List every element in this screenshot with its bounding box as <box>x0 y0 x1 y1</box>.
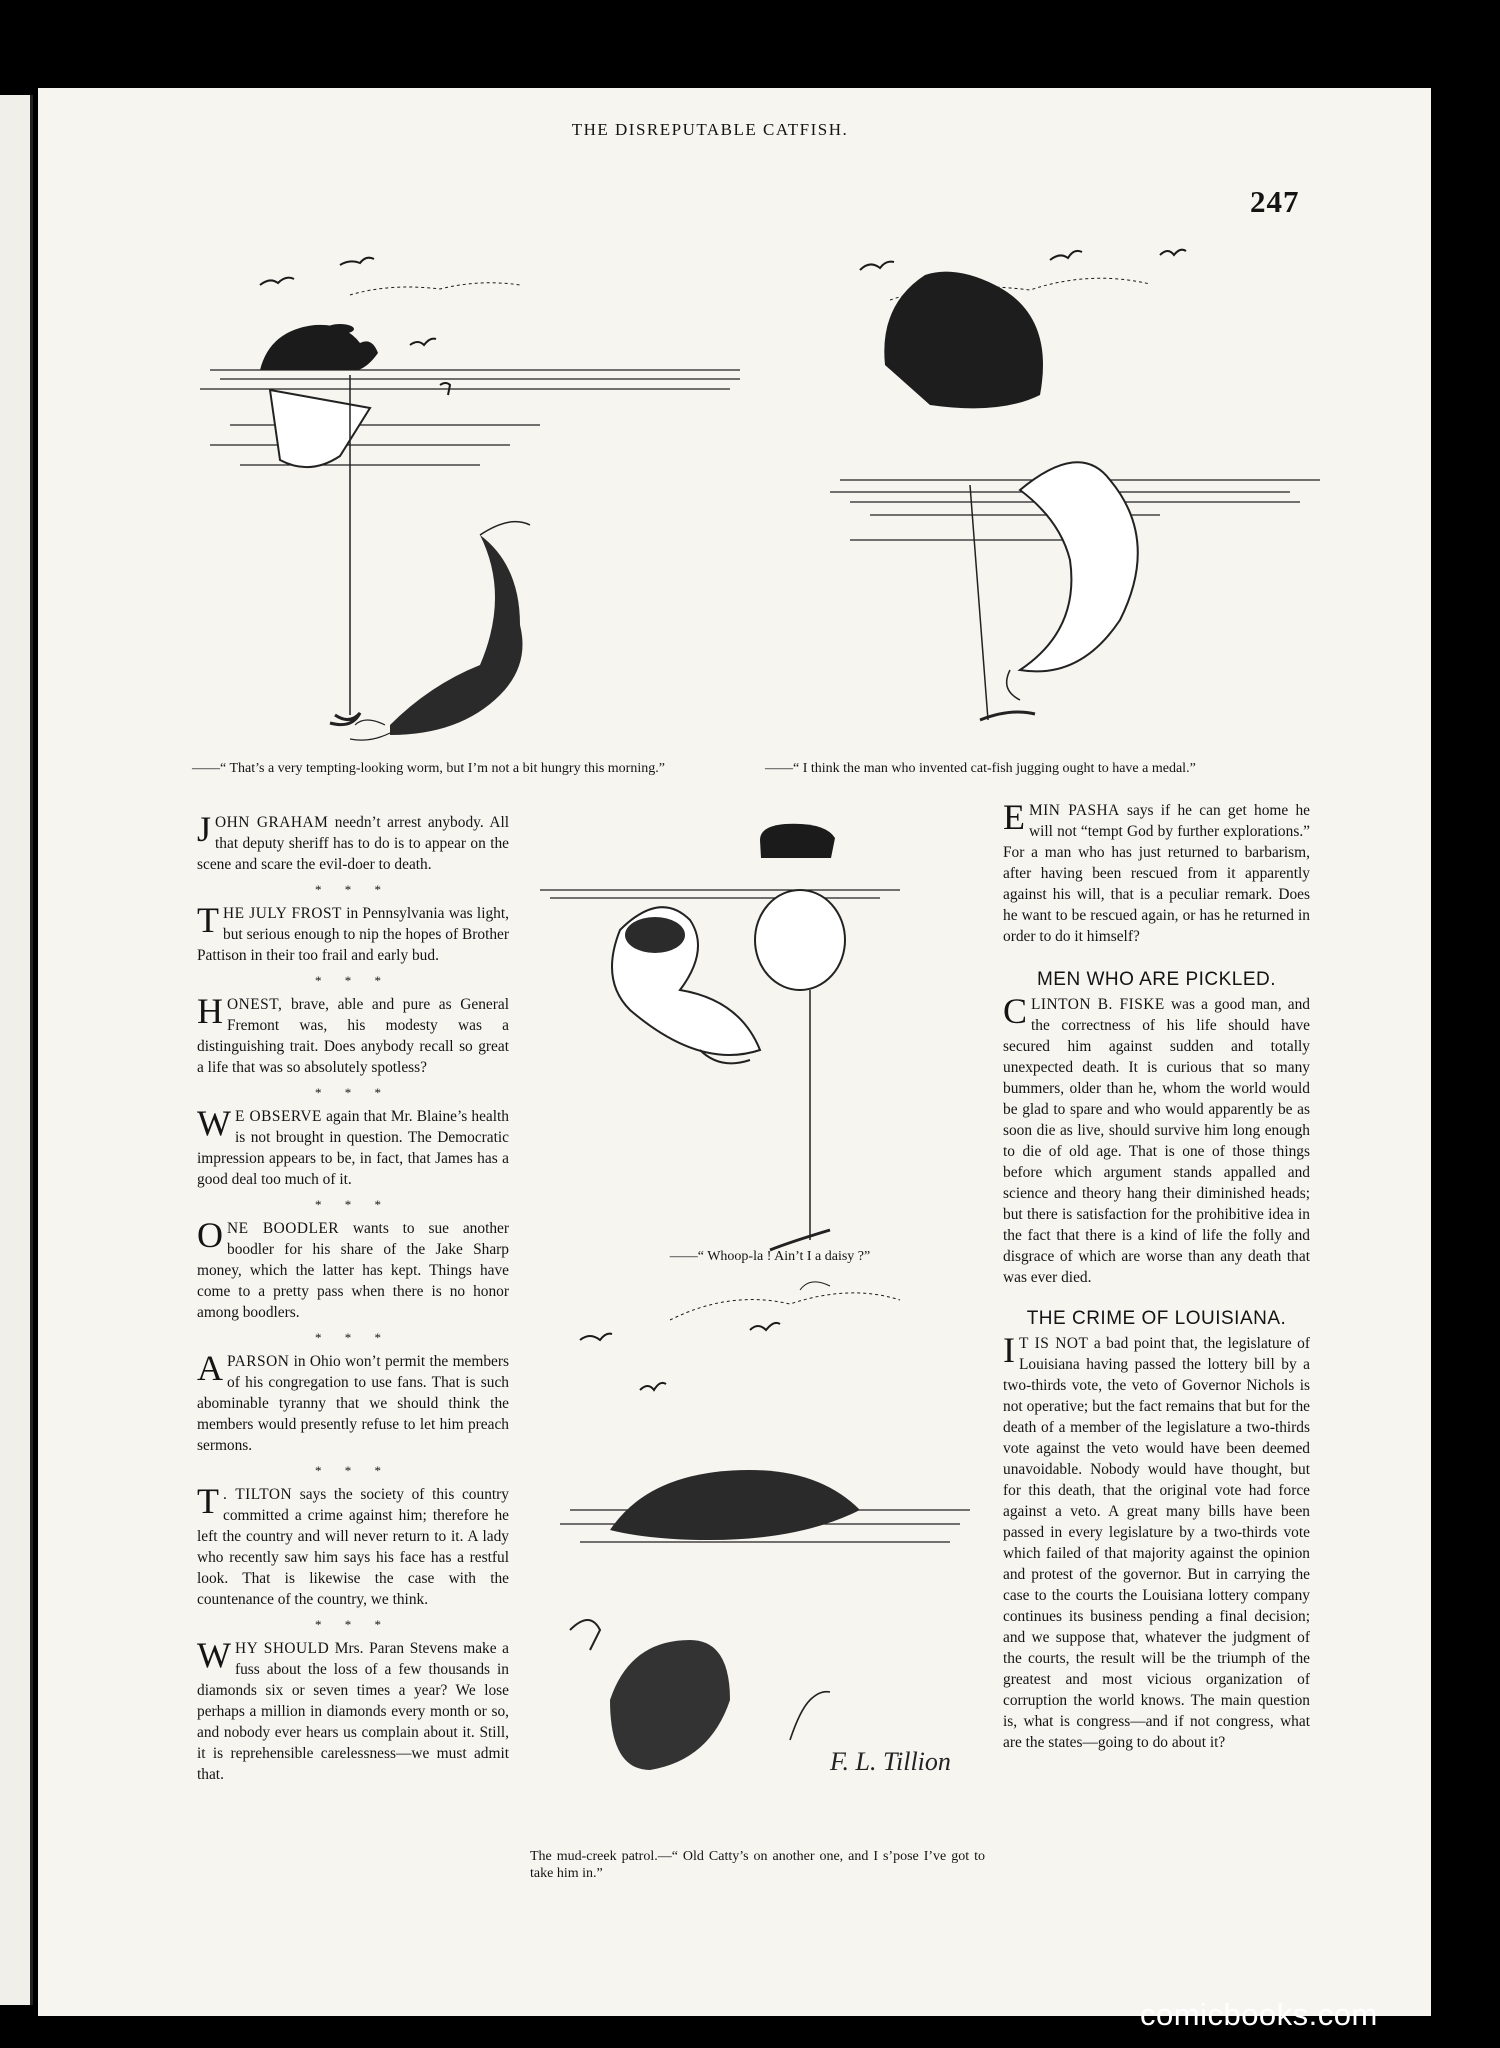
separator: * * * <box>315 1197 391 1212</box>
heading-crime-of-louisiana: THE CRIME OF LOUISIANA. <box>1026 1308 1287 1329</box>
heading-men-who-are-pickled: MEN WHO ARE PICKLED. <box>1036 969 1277 990</box>
paragraph-tilton: T . TILTON says the society of this country committed a crime against him; therefore he left the country and will never return to it. A lady who recently saw him says his face has a restful look. That is likewise the case with the countenance of the country, we think. <box>197 1481 509 1608</box>
paragraph-john-graham: JOHN GRAHAM needn’t arrest anybody. All that deputy sheriff has to do is to appear on the scene and scare the evil-doer to death. <box>197 809 510 873</box>
watermark: comicbooks.com <box>1140 1997 1378 2032</box>
paragraph-july-frost: THE JULY FROST in Pennsylvania was light, but serious enough to nip the hopes of Brother Pattison in their too frail and early bud. <box>197 900 509 964</box>
paragraph-one-boodler: ONE BOODLER wants to sue another boodler for his share of the Jake Sharp money, which the latter has kept. Things have come to a pretty pass when there is no honor among boodlers. <box>197 1215 509 1321</box>
left-column <box>197 809 510 1785</box>
paragraph-emin-pasha: EMIN PASHA says if he can get home he will not “tempt God by further explorations.” For a man who has just returned to barbarism, after having been rescued from it apparently against his will, that is a peculiar remark. Does he want to be rescued again, or has he returned in order to do it himself? <box>1003 797 1310 945</box>
right-column <box>1003 797 1310 1753</box>
page-number: 247 <box>1250 184 1300 219</box>
separator: * * * <box>315 973 391 988</box>
caption-middle: ——“ Whoop-la ! Ain’t I a daisy ?” <box>669 1249 871 1264</box>
paragraph-a-parson: A PARSON in Ohio won’t permit the members of his congregation to use fans. That is such abominable tyranny that we should think the members would presently refuse to let him preach sermons. <box>197 1348 509 1454</box>
paragraph-we-observe: W E OBSERVE again that Mr. Blaine’s health is not brought in question. The Democratic impression appears to be, in fact, that James has a good deal too much of it. <box>197 1103 509 1188</box>
paragraph-clinton-fiske: CLINTON B. FISKE was a good man, and the correctness of his life should have secured him against sudden and totally unexpected death. It is curious that so many bummers, older than he, whom the world would be glad to spare and who would apparently be as soon die as live, should survive him long enough to die of old age. That is one of those things before which argument stands appalled and science and theory hang their diminished heads; but there is satisfaction for the prohibitive idea in the fact that there is a kind of life the folly and disgrace of which are worse than any death that was ever died. <box>1003 991 1310 1286</box>
caption-bottom: The mud-creek patrol.—“ Old Catty’s on another one, and I s’pose I’ve got to take him in.” <box>530 1849 985 1881</box>
paragraph-why-should: WHY SHOULD Mrs. Paran Stevens make a fuss about the loss of a few thousands in diamonds six or seven times a year? We lose perhaps a million in diamonds every month or so, and nobody ever hears us complain about it. Still, it is reprehensible carelessness—we must admit that. <box>197 1635 509 1783</box>
illustration-mud-creek-patrol <box>560 1280 980 1840</box>
paragraph-honest: HONEST, brave, able and pure as General Fremont was, his modesty was a distinguishing trait. Does anybody recall so great a life that was so absolutely spotless? <box>197 991 509 1076</box>
adjacent-page-edge <box>0 95 33 2005</box>
running-header: THE DISREPUTABLE CATFISH. <box>571 120 849 139</box>
paragraph-louisiana-lottery: I T IS NOT a bad point that, the legislature of Louisiana having passed the lottery bill by a two-thirds vote, the veto of Governor Nichols is not operative; but the fact remains that but for the death of a member of the legislature a two-thirds vote against the veto would have been deemed unavoidable. Nobody would have thought, but for this death, that the original vote had force against a veto. A great many bills have been passed in every legislature by a two-thirds vote which failed of that majority against the opinion and protest of the governor. But in carrying the case to the courts the Louisiana lottery company continues its business pending a final decision; and we suppose that, whatever the judgment of the courts, the result will be the triumph of the greatest and most vicious organization of corruption the world knows. The main question is, what is congress—and if not congress, what are the states—going to do about it? <box>1003 1330 1310 1751</box>
illustration-catfish-and-jug <box>200 255 760 755</box>
separator: * * * <box>315 1085 391 1100</box>
separator: * * * <box>315 1330 391 1345</box>
separator: * * * <box>315 1463 391 1478</box>
separator: * * * <box>315 882 391 897</box>
separator: * * * <box>315 1617 391 1632</box>
caption-top-left: ——“ That’s a very tempting-looking worm, but I’m not a bit hungry this morning.” <box>192 761 665 776</box>
illustration-whoop-la <box>540 790 900 1260</box>
artist-signature: F. L. Tillion <box>830 1747 951 1776</box>
illustration-jug-tipped <box>830 240 1340 740</box>
caption-top-right: ——“ I think the man who invented cat-fish jugging ought to have a medal.” <box>765 761 1196 776</box>
